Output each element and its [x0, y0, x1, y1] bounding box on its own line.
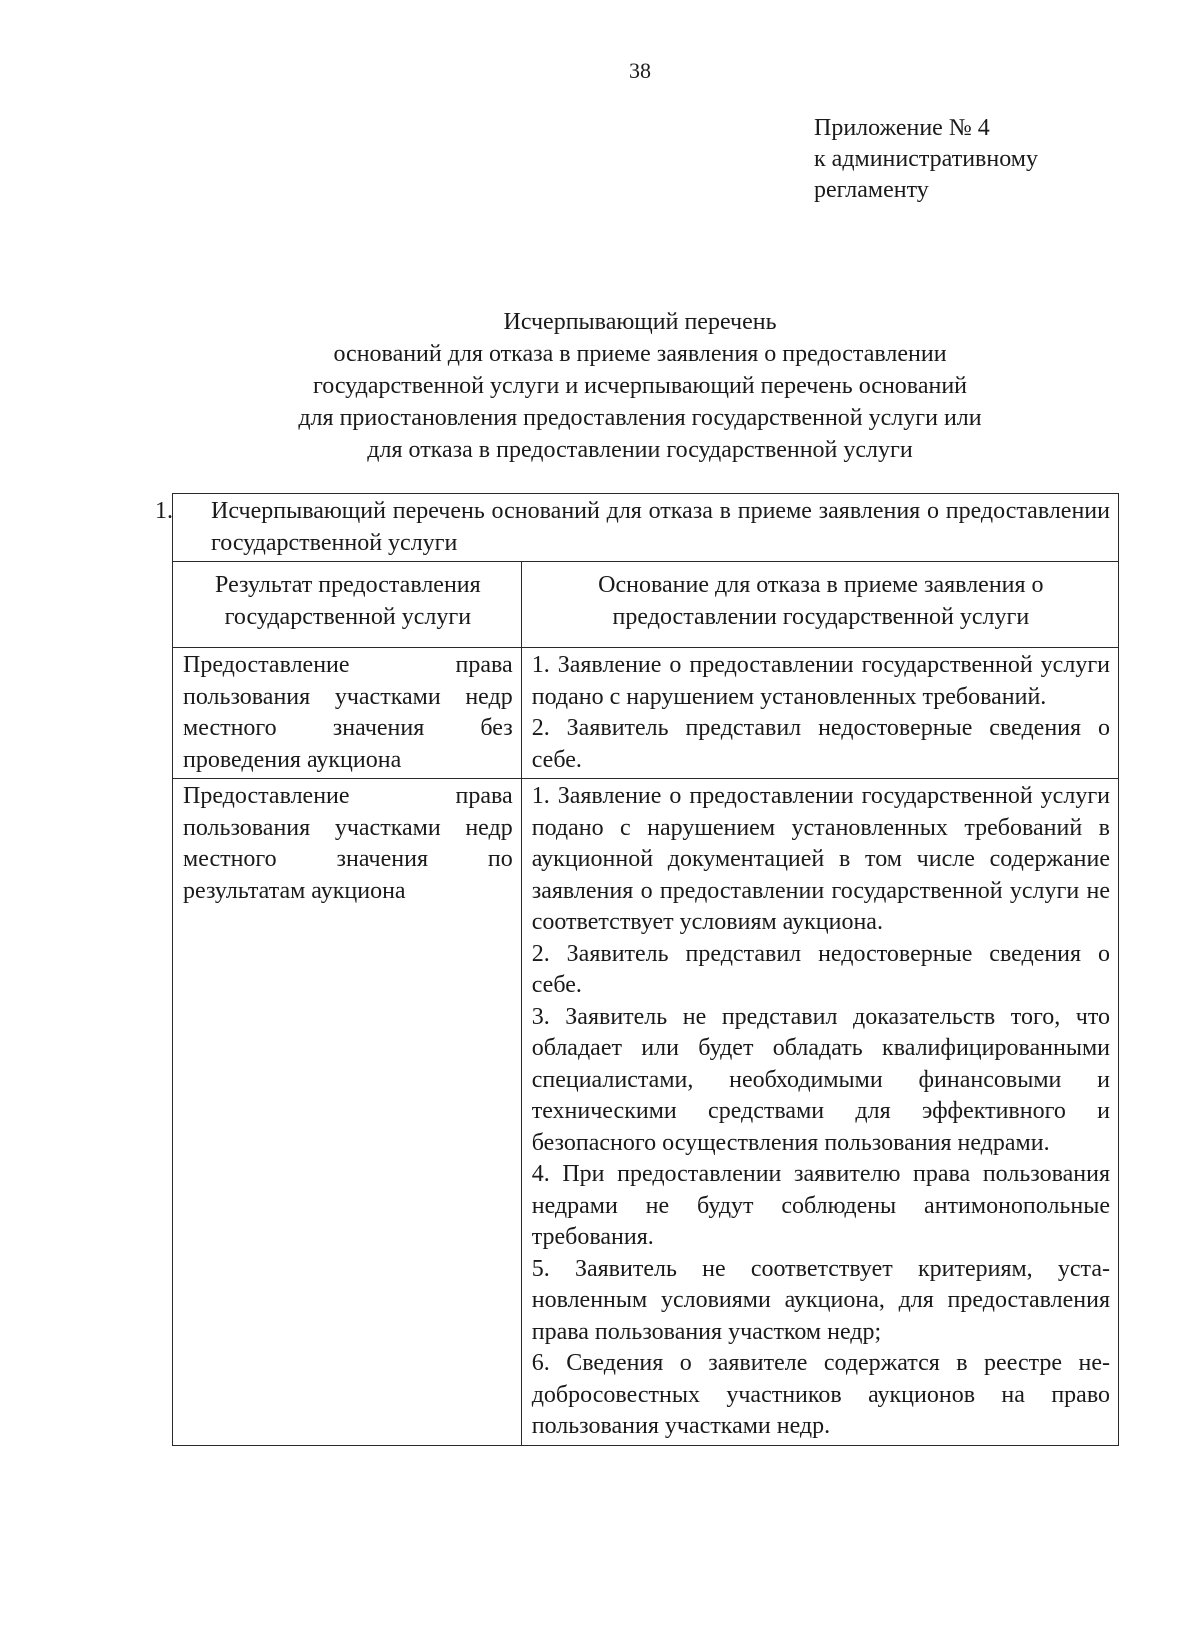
section-title-text: Исчерпывающий перечень оснований для отказа в приеме заявления о предоставлении государственной услуги — [211, 498, 1110, 556]
appendix-reference — [814, 113, 1038, 206]
page-number: 38 — [629, 58, 651, 83]
column-header-row — [173, 562, 1119, 648]
ground-item: 4. При предоставлении заявителю права пользования недрами не будут соблюдены антимонопольные требования. — [531, 1161, 1110, 1250]
column-header-grounds — [521, 562, 1118, 648]
title-line: для приостановления предоставления государственной услуги или — [298, 405, 982, 431]
ground-item: 1. Заявление о предоставлении государственной услуги подано с нарушением установленных требований в аукционной документацией в том числе содержание заявления о предоставлении государственной услуги не соответствует условиям аукциона. — [531, 783, 1110, 935]
appendix-line: к административному — [814, 146, 1038, 172]
table-row — [173, 779, 1119, 1446]
result-cell: Предоставление права пользования участками недр местного значения без проведения аукциона — [173, 648, 522, 779]
grounds-cell — [521, 648, 1118, 779]
section-header-row — [173, 494, 1119, 562]
header-line: Результат предоставления — [215, 572, 481, 598]
ground-item: 2. Заявитель представил недостоверные сведения о себе. — [531, 940, 1110, 998]
result-cell: Предоставление права пользования участками недр местного значения по результатам аукциона — [173, 779, 522, 1446]
section-header-cell — [155, 494, 1119, 562]
table-row — [173, 648, 1119, 779]
header-line: Основание для отказа в приеме заявления о — [598, 572, 1044, 598]
header-line: предоставлении государственной услуги — [612, 603, 1030, 630]
section-number: 1. — [155, 498, 173, 524]
ground-item: 1. Заявление о предоставлении государственной услуги подано с нарушением установленных требований. — [531, 652, 1110, 710]
title-line: Исчерпывающий перечень — [503, 309, 777, 335]
column-header-result — [173, 562, 522, 648]
ground-item: 6. Сведения о заявителе содержатся в реестре недобросовестных участников аукционов на право пользования участками недр. — [531, 1350, 1110, 1439]
ground-item: 5. Заявитель не соответствует критериям, установленным условиями аукциона, для предоставления права пользования участком недр; — [531, 1255, 1110, 1345]
grounds-table — [155, 493, 1119, 1446]
appendix-line: регламенту — [814, 177, 929, 203]
title-line: государственной услуги и исчерпывающий перечень оснований — [312, 373, 968, 399]
title-line: для отказа в предоставлении государственной услуги — [367, 437, 913, 463]
header-line: государственной услуги — [224, 603, 472, 630]
appendix-line: Приложение № 4 — [814, 115, 990, 141]
grounds-cell — [521, 779, 1118, 1446]
document-title — [160, 306, 1120, 466]
ground-item: 2. Заявитель представил недостоверные сведения о себе. — [531, 715, 1110, 773]
title-line: оснований для отказа в приеме заявления о предоставлении — [333, 341, 947, 367]
ground-item: 3. Заявитель не представил доказательств того, что обладает или будет обладать квалифицированными специалистами, необходимыми финансовыми и техническими средствами для эффективного и безопасного осуществления пользования недрами. — [531, 1003, 1110, 1156]
section-title — [155, 496, 1110, 559]
